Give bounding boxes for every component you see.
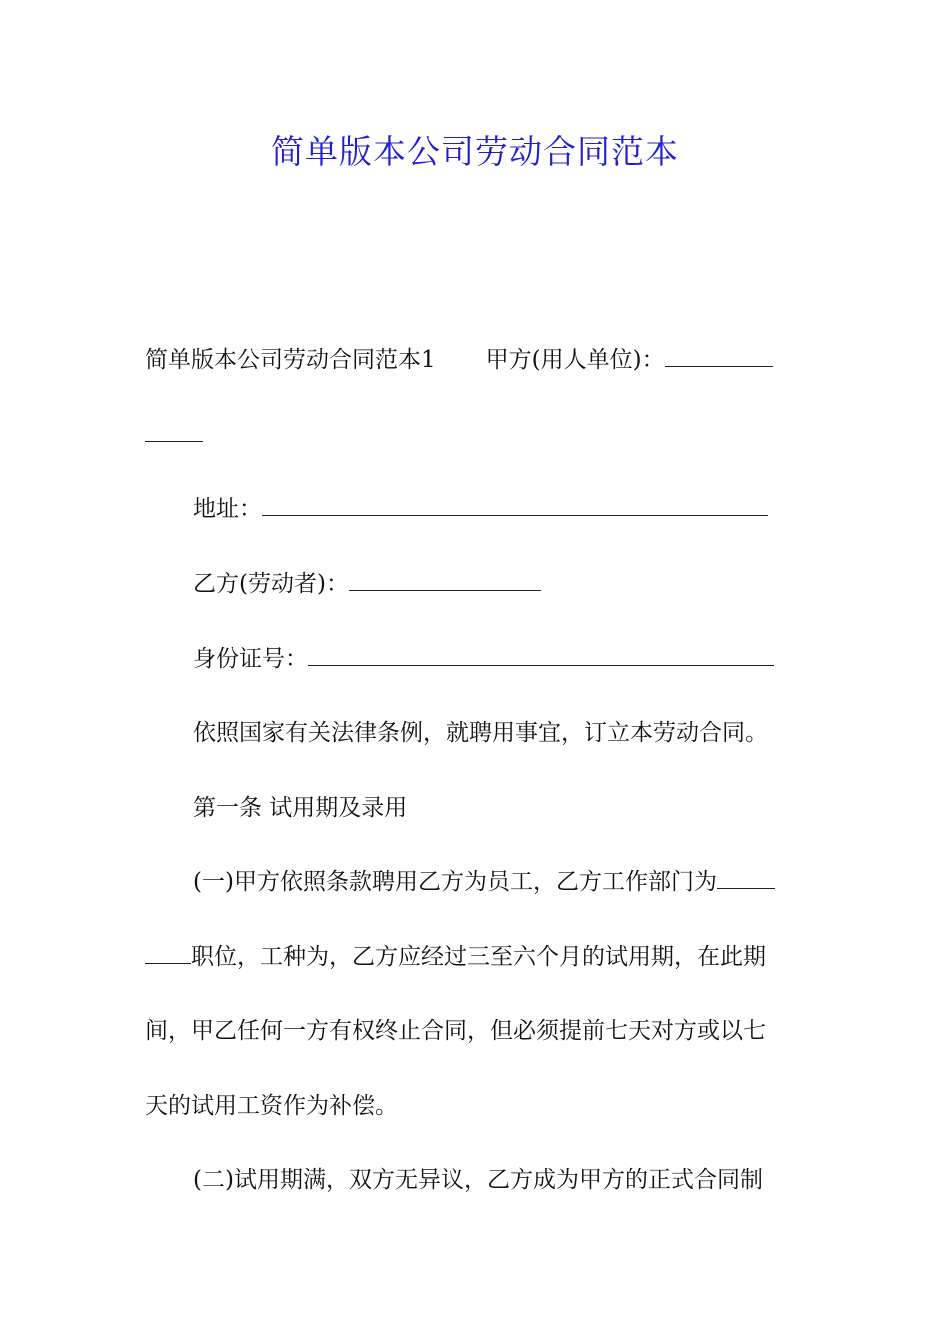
clause1-line1: (一)甲方依照条款聘用乙方为员工，乙方工作部门为 (193, 869, 717, 895)
party-a-blank-continued (145, 419, 203, 442)
department-blank-continued (145, 941, 191, 964)
party-a-blank (665, 344, 773, 367)
intro-heading: 简单版本公司劳动合同范本1 (145, 347, 436, 373)
clause1-line4: 天的试用工资作为补偿。 (145, 1093, 398, 1119)
address-blank (262, 493, 768, 516)
clause1-line2: 职位，工种为，乙方应经过三至六个月的试用期，在此期 (191, 944, 766, 970)
article1-heading: 第一条 试用期及录用 (193, 795, 408, 821)
party-b-line (193, 567, 541, 601)
party-a-label: 甲方(用人单位)： (485, 347, 665, 373)
clause1-line3: 间，甲乙任何一方有权终止合同，但必须提前七天对方或以七 (145, 1018, 766, 1044)
address-line (193, 492, 768, 526)
preamble: 依照国家有关法律条例，就聘用事宜，订立本劳动合同。 (193, 720, 768, 746)
clause1-line2-wrap (145, 940, 766, 974)
department-blank (717, 866, 775, 889)
party-b-blank (349, 568, 541, 591)
id-label: 身份证号： (193, 646, 308, 672)
party-a-blank-continued-line (145, 418, 203, 452)
clause2-line1: (二)试用期满，双方无异议，乙方成为甲方的正式合同制 (193, 1167, 763, 1193)
party-b-label: 乙方(劳动者)： (193, 571, 349, 597)
document-title: 简单版本公司劳动合同范本 (271, 132, 679, 171)
clause1-line1-wrap (193, 865, 775, 899)
intro-line (145, 343, 773, 377)
address-label: 地址： (193, 496, 262, 522)
id-line (193, 642, 774, 676)
id-blank (308, 643, 774, 666)
